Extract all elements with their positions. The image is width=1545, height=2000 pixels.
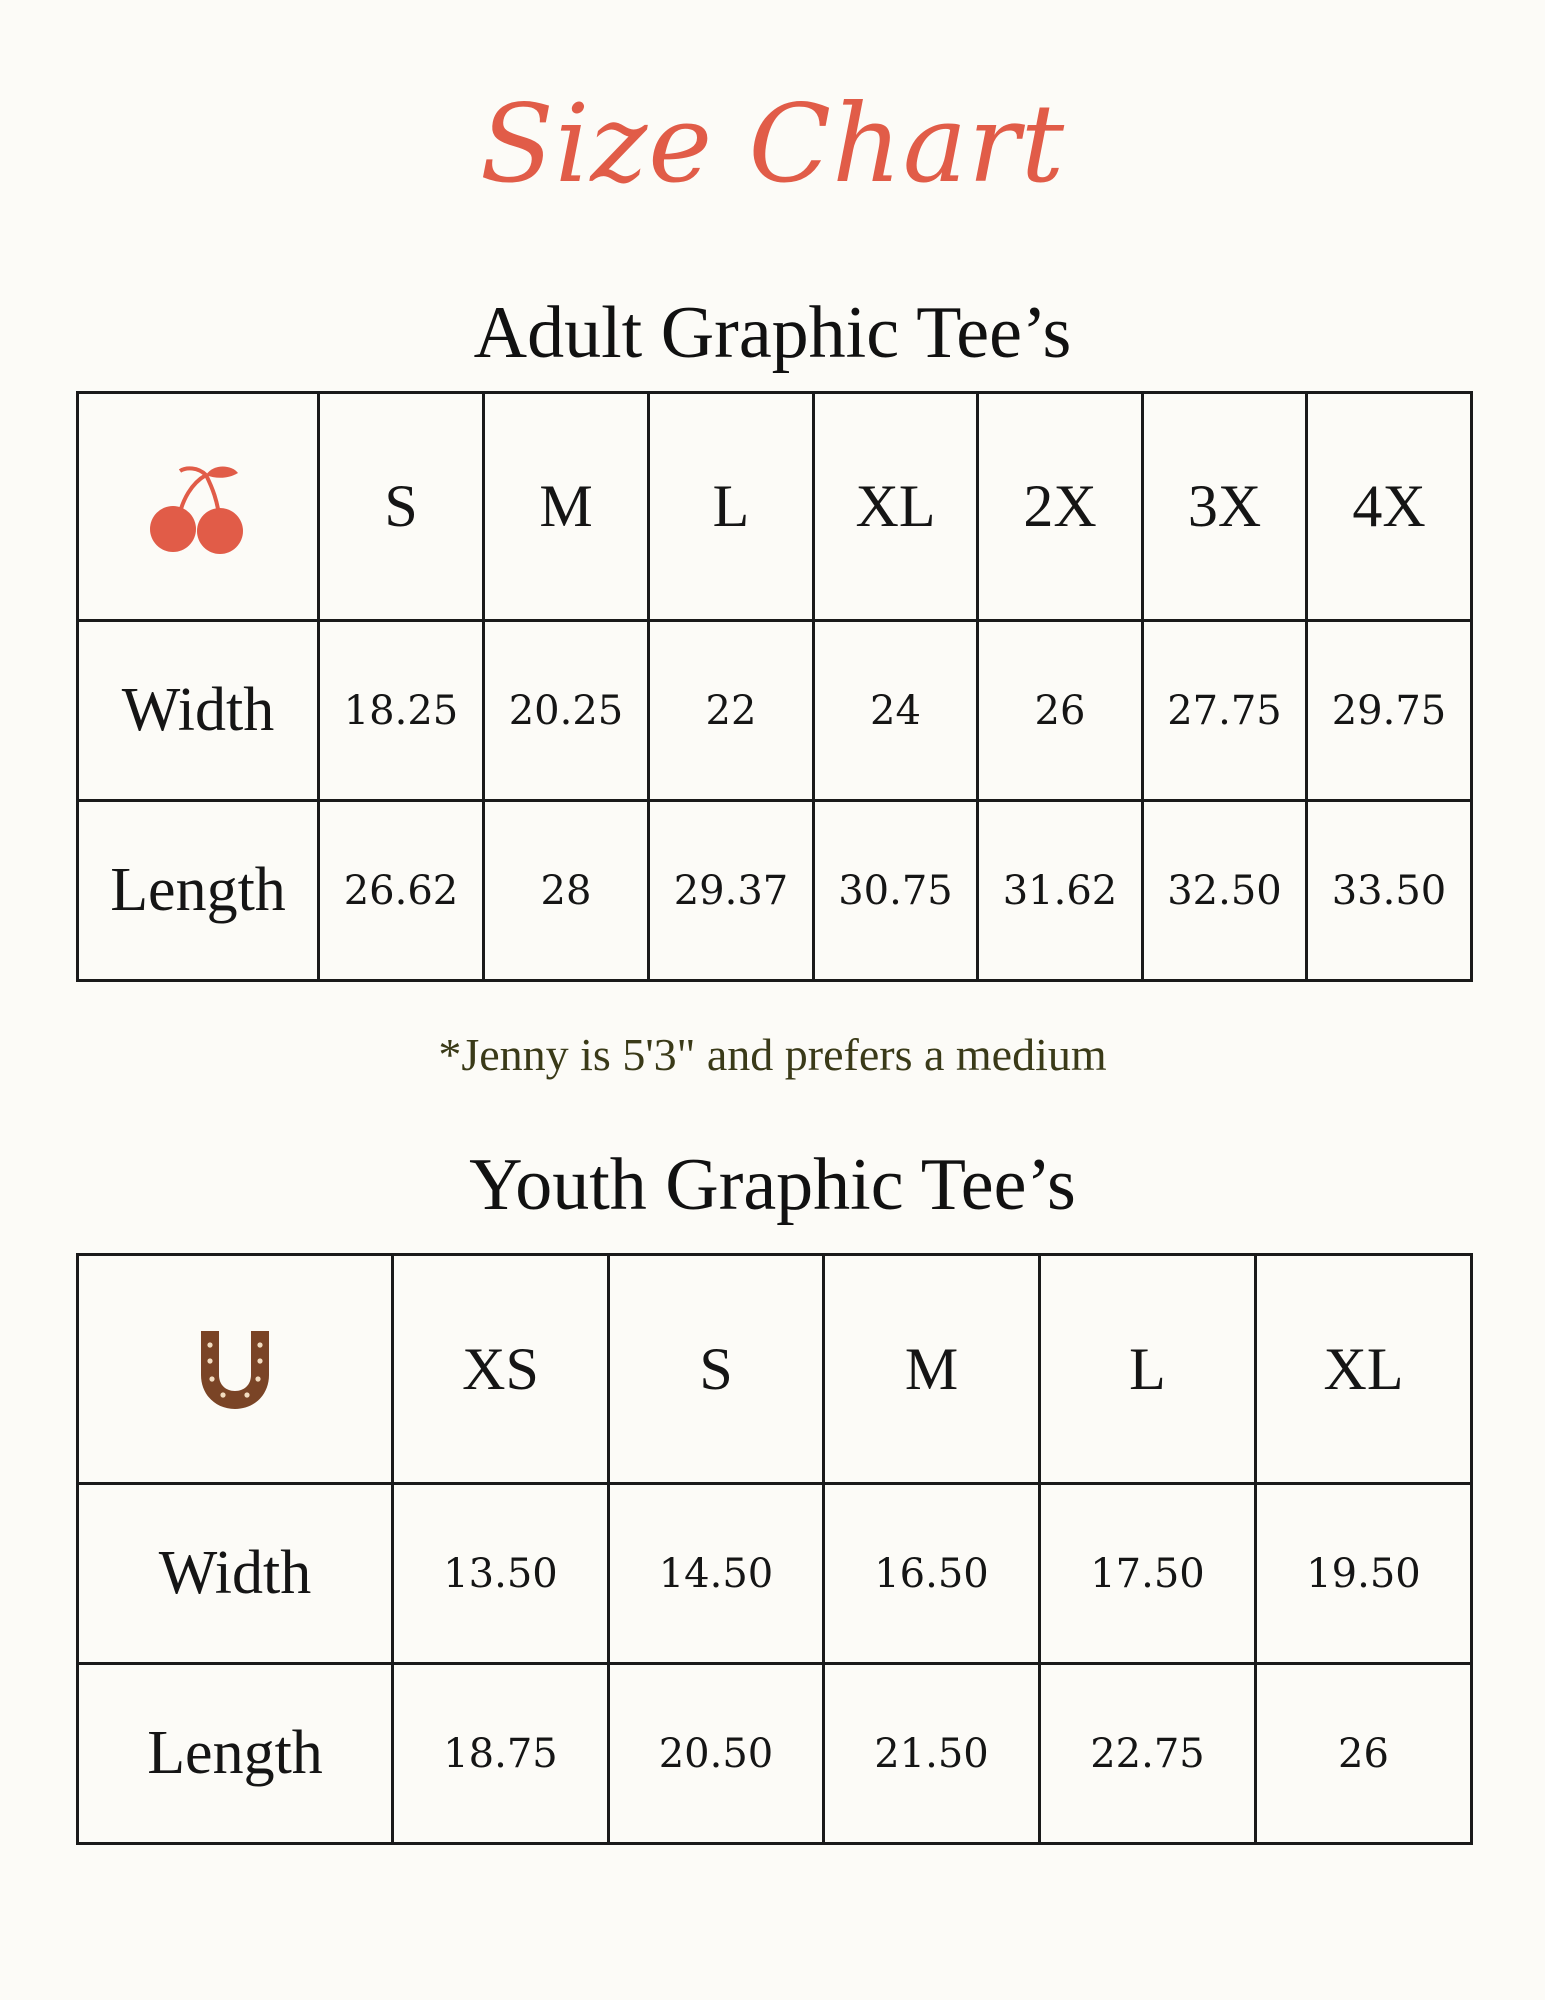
youth-length-row [78, 1664, 1472, 1844]
table-cell: 16.50 [824, 1484, 1040, 1664]
table-cell: 13.50 [393, 1484, 609, 1664]
table-cell: 21.50 [824, 1664, 1040, 1844]
sizing-note: *Jenny is 5'3" and prefers a medium [438, 1029, 1107, 1080]
adult-size-m: M [484, 393, 649, 621]
page-title: Size Chart [479, 82, 1066, 207]
adult-width-row [78, 621, 1472, 801]
youth-size-xs: XS [393, 1255, 609, 1484]
adult-size-table [76, 391, 1473, 982]
horseshoe-icon [79, 1325, 391, 1413]
table-cell: 20.50 [609, 1664, 824, 1844]
adult-size-l: L [649, 393, 814, 621]
row-label-width: Width [78, 621, 319, 801]
table-cell: 22.75 [1040, 1664, 1256, 1844]
youth-section-title: Youth Graphic Tee’s [469, 1144, 1076, 1226]
adult-size-2x: 2X [978, 393, 1143, 621]
table-cell: 32.50 [1143, 801, 1307, 981]
adult-size-s: S [319, 393, 484, 621]
cherry-icon [79, 459, 317, 555]
table-cell: 18.75 [393, 1664, 609, 1844]
table-cell: 22 [649, 621, 814, 801]
table-cell: 33.50 [1307, 801, 1472, 981]
table-cell: 31.62 [978, 801, 1143, 981]
youth-size-m: M [824, 1255, 1040, 1484]
table-cell: 26.62 [319, 801, 484, 981]
table-cell: 27.75 [1143, 621, 1307, 801]
adult-size-xl: XL [814, 393, 978, 621]
youth-width-row [78, 1484, 1472, 1664]
adult-size-3x: 3X [1143, 393, 1307, 621]
table-cell: 30.75 [814, 801, 978, 981]
row-label-length: Length [78, 1664, 393, 1844]
table-cell: 18.25 [319, 621, 484, 801]
adult-corner-cell [78, 393, 319, 621]
row-label-length: Length [78, 801, 319, 981]
table-cell: 20.25 [484, 621, 649, 801]
adult-length-row [78, 801, 1472, 981]
adult-section-title: Adult Graphic Tee’s [473, 292, 1072, 374]
table-cell: 26 [978, 621, 1143, 801]
adult-size-4x: 4X [1307, 393, 1472, 621]
table-cell: 14.50 [609, 1484, 824, 1664]
table-cell: 28 [484, 801, 649, 981]
youth-size-l: L [1040, 1255, 1256, 1484]
table-cell: 29.37 [649, 801, 814, 981]
table-cell: 19.50 [1256, 1484, 1472, 1664]
table-cell: 29.75 [1307, 621, 1472, 801]
table-cell: 26 [1256, 1664, 1472, 1844]
youth-size-table [76, 1253, 1473, 1845]
youth-corner-cell [78, 1255, 393, 1484]
youth-size-xl: XL [1256, 1255, 1472, 1484]
table-cell: 24 [814, 621, 978, 801]
youth-header-row [78, 1255, 1472, 1484]
table-cell: 17.50 [1040, 1484, 1256, 1664]
adult-header-row [78, 393, 1472, 621]
youth-size-s: S [609, 1255, 824, 1484]
row-label-width: Width [78, 1484, 393, 1664]
